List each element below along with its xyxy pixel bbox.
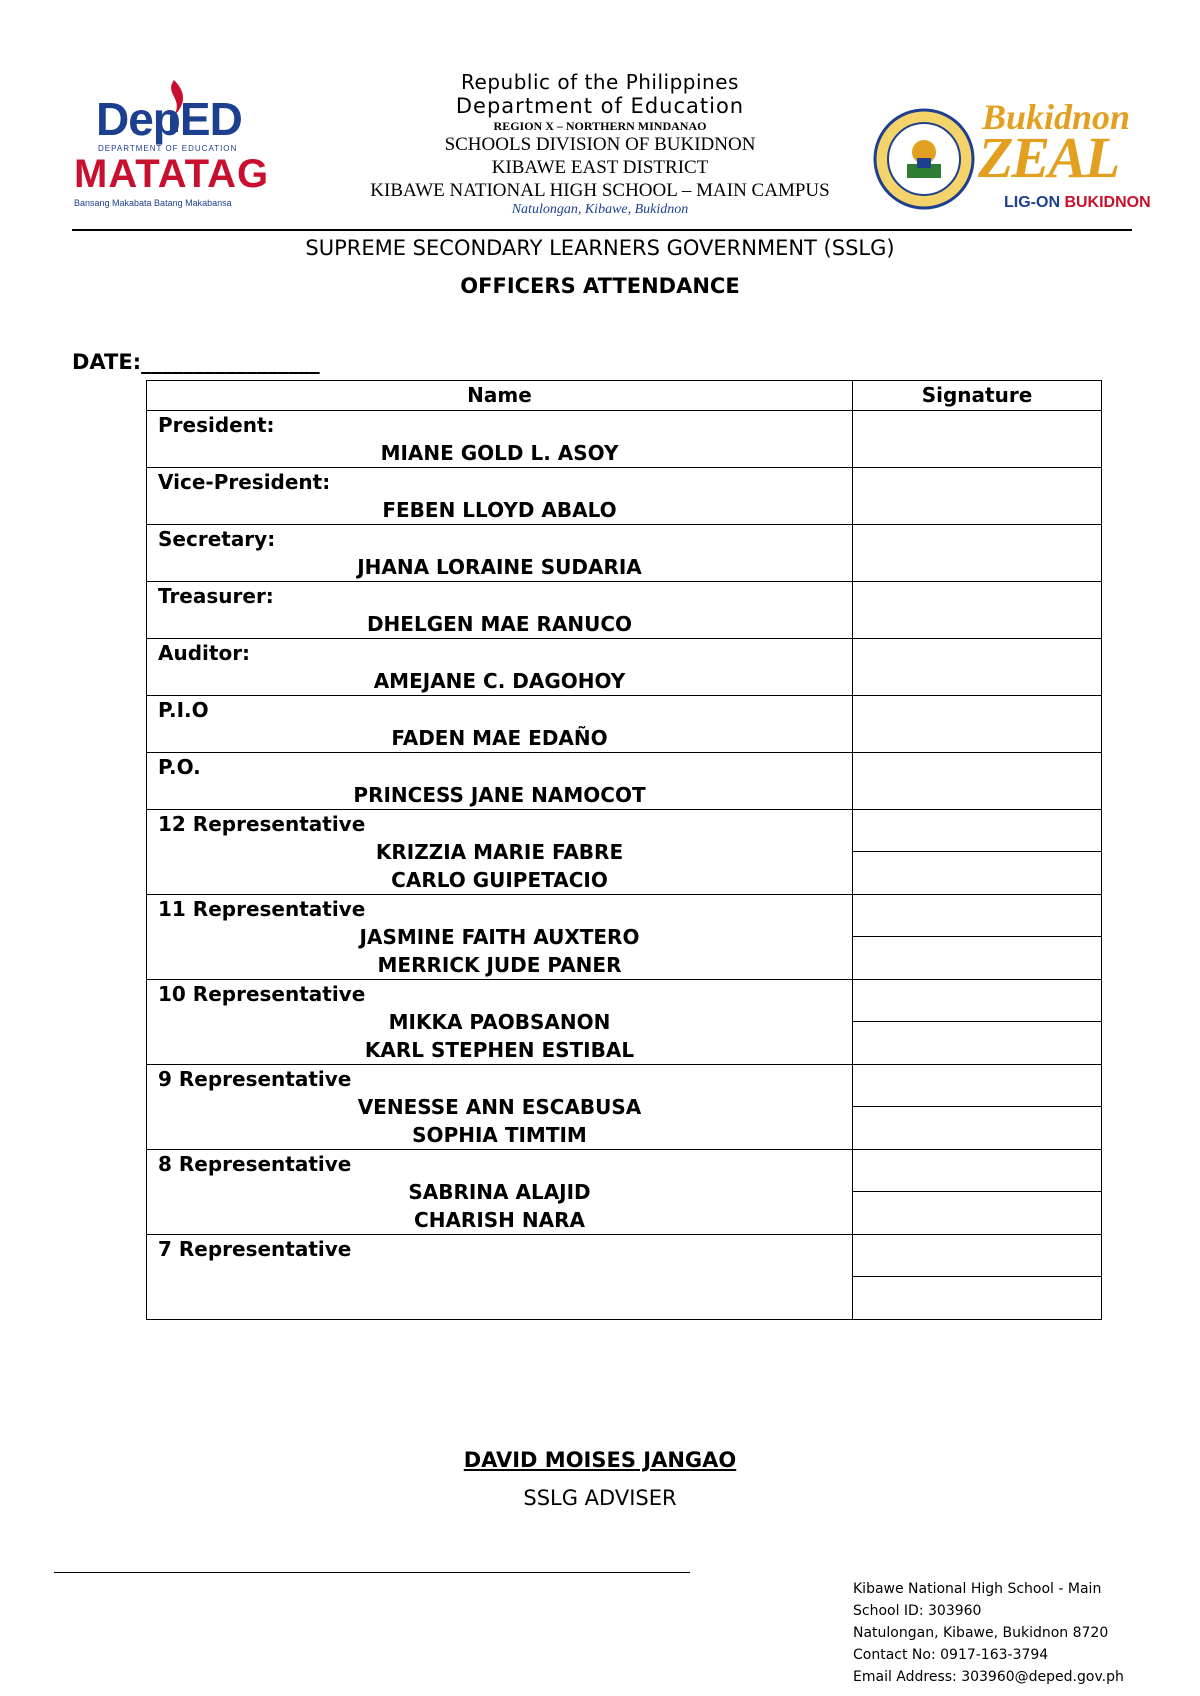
signature-cell[interactable] bbox=[853, 525, 1102, 582]
signature-cell[interactable] bbox=[853, 468, 1102, 525]
role-label: Auditor: bbox=[158, 641, 251, 665]
officer-name: VENESSE ANN ESCABUSA bbox=[357, 1095, 642, 1119]
zeal-wordmark: ZEAL bbox=[978, 125, 1119, 190]
officer-cell bbox=[147, 411, 853, 468]
address-line: Natulongan, Kibawe, Bukidnon bbox=[511, 202, 689, 217]
matatag-tagline: Bansang Makabata Batang Makabansa bbox=[74, 198, 232, 208]
officer-name: MERRICK JUDE PANER bbox=[377, 953, 622, 977]
footer-school-name: Kibawe National High School - Main bbox=[853, 1581, 1102, 1597]
adviser-name: DAVID MOISES JANGAO bbox=[463, 1448, 737, 1472]
role-label: Treasurer: bbox=[158, 584, 274, 608]
signature-cell[interactable] bbox=[853, 411, 1102, 468]
officer-cell bbox=[147, 696, 853, 753]
bukidnon-wordmark: Bukidnon bbox=[982, 97, 1131, 137]
officer-cell bbox=[147, 980, 853, 1065]
deped-subtitle: DEPARTMENT OF EDUCATION bbox=[98, 144, 238, 153]
signature-column-header: Signature bbox=[853, 381, 1102, 411]
officer-name bbox=[147, 1291, 852, 1319]
officer-name: CARLO GUIPETACIO bbox=[391, 868, 608, 892]
table-header-row bbox=[147, 381, 1102, 411]
role-label: 11 Representative bbox=[158, 897, 366, 921]
letterhead bbox=[300, 70, 900, 218]
officer-cell bbox=[147, 639, 853, 696]
table-row bbox=[147, 411, 1102, 468]
officer-cell bbox=[147, 753, 853, 810]
table-row bbox=[147, 895, 1102, 980]
signature-line[interactable] bbox=[853, 1276, 1101, 1318]
officer-name: MIKKA PAOBSANON bbox=[388, 1010, 611, 1034]
footer-email: Email Address: 303960@deped.gov.ph bbox=[853, 1669, 1124, 1685]
signature-cell[interactable] bbox=[853, 639, 1102, 696]
officer-name: JHANA LORAINE SUDARIA bbox=[357, 555, 642, 579]
officer-cell bbox=[147, 810, 853, 895]
officer-name: PRINCESS JANE NAMOCOT bbox=[353, 783, 646, 807]
officer-cell bbox=[147, 582, 853, 639]
footer-school-id: School ID: 303960 bbox=[853, 1603, 982, 1619]
footer-address: Natulongan, Kibawe, Bukidnon 8720 bbox=[853, 1625, 1109, 1641]
signature-cell[interactable] bbox=[853, 980, 1102, 1065]
officer-name: MIANE GOLD L. ASOY bbox=[380, 441, 619, 465]
table-row bbox=[147, 1235, 1102, 1320]
adviser-title: SSLG ADVISER bbox=[523, 1486, 677, 1510]
officer-name: FADEN MAE EDAÑO bbox=[391, 726, 608, 750]
signature-cell[interactable] bbox=[853, 1150, 1102, 1235]
school-line: KIBAWE NATIONAL HIGH SCHOOL – MAIN CAMPUS bbox=[370, 180, 830, 201]
signature-line[interactable] bbox=[853, 1065, 1101, 1106]
officer-name: KARL STEPHEN ESTIBAL bbox=[364, 1038, 635, 1062]
officer-cell bbox=[147, 895, 853, 980]
school-contact-info bbox=[853, 1578, 1193, 1688]
officer-name: KRIZZIA MARIE FABRE bbox=[375, 840, 624, 864]
table-row bbox=[147, 468, 1102, 525]
table-row bbox=[147, 696, 1102, 753]
signature-cell[interactable] bbox=[853, 895, 1102, 980]
table-row bbox=[147, 753, 1102, 810]
table-row bbox=[147, 1150, 1102, 1235]
region-line: REGION X – NORTHERN MINDANAO bbox=[493, 119, 707, 133]
officer-name: SOPHIA TIMTIM bbox=[412, 1123, 587, 1147]
school-seal-icon bbox=[873, 108, 975, 210]
signature-line[interactable] bbox=[853, 1191, 1101, 1233]
role-label: 7 Representative bbox=[158, 1237, 352, 1261]
footer-divider bbox=[54, 1572, 690, 1573]
date-field: DATE:_________________ bbox=[72, 350, 320, 374]
bukidnon-text: BUKIDNON bbox=[1064, 194, 1151, 211]
role-label: 9 Representative bbox=[158, 1067, 352, 1091]
role-label: P.I.O bbox=[158, 698, 209, 722]
signature-line[interactable] bbox=[853, 810, 1101, 851]
officer-name: FEBEN LLOYD ABALO bbox=[382, 498, 617, 522]
officer-name bbox=[147, 1263, 852, 1291]
officer-cell bbox=[147, 525, 853, 582]
officer-cell bbox=[147, 1065, 853, 1150]
officer-name: DHELGEN MAE RANUCO bbox=[366, 612, 633, 636]
deped-wordmark: DepED bbox=[96, 93, 242, 145]
officer-cell bbox=[147, 1150, 853, 1235]
ligon-text: LIG-ON bbox=[1004, 194, 1065, 211]
role-label: President: bbox=[158, 413, 275, 437]
table-row bbox=[147, 980, 1102, 1065]
bukidnon-zeal-logo bbox=[978, 96, 1168, 216]
table-row bbox=[147, 1065, 1102, 1150]
signature-line[interactable] bbox=[853, 1150, 1101, 1191]
signature-cell[interactable] bbox=[853, 696, 1102, 753]
division-line: SCHOOLS DIVISION OF BUKIDNON bbox=[444, 134, 756, 155]
footer-contact: Contact No: 0917-163-3794 bbox=[853, 1647, 1049, 1663]
department-line: Department of Education bbox=[455, 94, 745, 118]
role-label: 8 Representative bbox=[158, 1152, 352, 1176]
table-row bbox=[147, 525, 1102, 582]
district-line: KIBAWE EAST DISTRICT bbox=[491, 157, 709, 178]
role-label: Vice-President: bbox=[158, 470, 331, 494]
signature-cell[interactable] bbox=[853, 753, 1102, 810]
role-label: Secretary: bbox=[158, 527, 276, 551]
officer-name: JASMINE FAITH AUXTERO bbox=[359, 925, 640, 949]
officer-name: SABRINA ALAJID bbox=[408, 1180, 591, 1204]
signature-line[interactable] bbox=[853, 895, 1101, 936]
officer-name: CHARISH NARA bbox=[414, 1208, 585, 1232]
officer-cell bbox=[147, 468, 853, 525]
header-divider bbox=[72, 229, 1132, 231]
officer-cell bbox=[147, 1235, 853, 1320]
signature-line[interactable] bbox=[853, 1235, 1101, 1276]
signature-line[interactable] bbox=[853, 936, 1101, 978]
signature-cell[interactable] bbox=[853, 810, 1102, 895]
signature-cell[interactable] bbox=[853, 1235, 1102, 1320]
table-row bbox=[147, 582, 1102, 639]
role-label: P.O. bbox=[158, 755, 201, 779]
ligon-bukidnon-tagline bbox=[1004, 194, 1151, 212]
table-row bbox=[147, 639, 1102, 696]
signature-line[interactable] bbox=[853, 851, 1101, 893]
officer-name: AMEJANE C. DAGOHOY bbox=[373, 669, 626, 693]
signature-line[interactable] bbox=[853, 1021, 1101, 1063]
org-title: SUPREME SECONDARY LEARNERS GOVERNMENT (SSLG) bbox=[305, 236, 895, 260]
signature-cell[interactable] bbox=[853, 582, 1102, 639]
name-column-header: Name bbox=[147, 381, 853, 411]
matatag-wordmark: MATATAG bbox=[74, 152, 270, 196]
signature-line[interactable] bbox=[853, 1106, 1101, 1148]
signature-cell[interactable] bbox=[853, 1065, 1102, 1150]
republic-line: Republic of the Philippines bbox=[461, 70, 739, 94]
signature-line[interactable] bbox=[853, 980, 1101, 1021]
table-row bbox=[147, 810, 1102, 895]
deped-matatag-logo bbox=[70, 78, 280, 218]
role-label: 10 Representative bbox=[158, 982, 366, 1006]
document-title: OFFICERS ATTENDANCE bbox=[460, 274, 740, 298]
role-label: 12 Representative bbox=[158, 812, 366, 836]
attendance-table bbox=[146, 380, 1102, 1320]
